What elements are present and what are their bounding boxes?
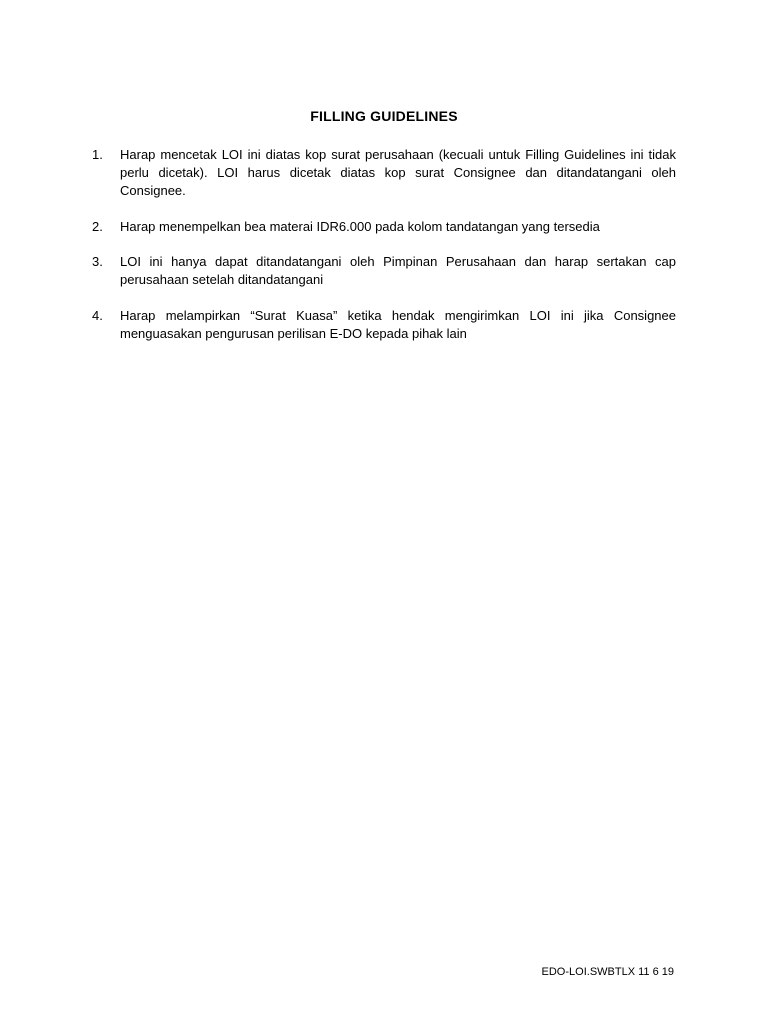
list-item xyxy=(92,253,676,289)
item-text: Harap melampirkan “Surat Kuasa” ketika hendak mengirimkan LOI ini jika Consignee menguasakan pengurusan perilisan E-DO kepada pihak lain xyxy=(120,308,676,341)
list-item xyxy=(92,307,676,343)
item-number: 4. xyxy=(92,308,103,323)
list-item xyxy=(92,218,676,236)
item-number: 1. xyxy=(92,147,103,162)
document-title: FILLING GUIDELINES xyxy=(310,108,458,124)
footer-document-code: EDO-LOI.SWBTLX 11 6 19 xyxy=(541,966,674,978)
item-text: LOI ini hanya dapat ditandatangani oleh Pimpinan Perusahaan dan harap sertakan cap perusahaan setelah ditandatangani xyxy=(120,254,676,287)
list-item xyxy=(92,146,676,200)
item-text: Harap menempelkan bea materai IDR6.000 pada kolom tandatangan yang tersedia xyxy=(120,219,600,234)
item-text: Harap mencetak LOI ini diatas kop surat perusahaan (kecuali untuk Filling Guidelines ini tidak perlu dicetak). LOI harus dicetak diatas kop surat Consignee dan ditandatangani oleh Consignee. xyxy=(120,147,676,198)
guideline-list xyxy=(92,146,676,361)
item-number: 3. xyxy=(92,254,103,269)
item-number: 2. xyxy=(92,219,103,234)
